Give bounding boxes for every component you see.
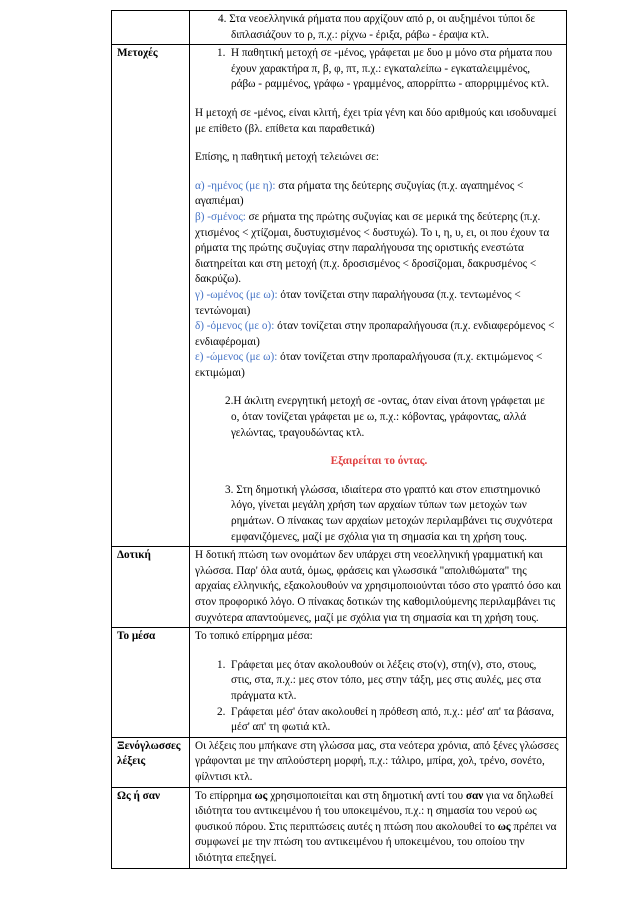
- row-label: Μετοχές: [112, 45, 190, 547]
- list-item-1: [195, 658, 563, 705]
- table-row: [112, 737, 567, 787]
- list-number: 2.: [217, 705, 226, 718]
- list-number: 1.: [217, 47, 226, 60]
- table-row: [112, 628, 567, 738]
- table-row: [112, 11, 567, 45]
- paragraph: Η μετοχή σε -μένος, είναι κλιτή, έχει τρία γένη και δύο αριθμούς και ισοδυναμεί με επίθετο (βλ. επίθετα και παραθετικά): [195, 106, 557, 135]
- row-label: Δοτική: [112, 547, 190, 628]
- ending-e: [195, 350, 563, 381]
- bold-term: ως: [497, 820, 511, 833]
- ending-c: [195, 288, 563, 319]
- list-text: Η παθητική μετοχή σε -μένος, γράφεται με δυο μ μόνο στα ρήματα που έχουν χαρακτήρα π, β, φ, πτ, π.χ.: εγκαταλείπω - εγκαταλειμμένος, ράβω - ραμμένος, γράφω - γραμμένος, απορρίπτω - απορριμμένος κτλ.: [231, 47, 553, 91]
- list-item-2: 2.Η άκλιτη ενεργητική μετοχή σε -οντας, όταν είναι άτονη γράφεται με ο, όταν τονίζεται γράφεται με ω, π.χ.: κόβοντας, γράφοντας, αλλά γελώντας, τραγουδώντας κτλ.: [225, 395, 545, 439]
- list-item-3: 3. Στη δημοτική γλώσσα, ιδιαίτερα στο γραπτό και στον επιστημονικό λόγο, γίνεται μεγάλη χρήση των αρχαίων τύπων των μετοχών των ρημάτων. Ο πίνακας των αρχαίων μετοχών περιλαμβάνει τις συχνότερα εμφανιζόμενες, μαζί με σχόλια για τη σημασία και τη χρήση τους.: [225, 483, 553, 543]
- list-text: Γράφεται μέσ' όταν ακολουθεί η πρόθεση από, π.χ.: μέσ' απ' τα βάσανα, μέσ' απ' τη φωτιά κτλ.: [231, 705, 555, 734]
- exception-note: Εξαιρείται το όντας.: [330, 455, 428, 468]
- row-label: Ξενόγλωσσες λέξεις: [112, 737, 190, 787]
- row-label: Το μέσα: [112, 628, 190, 738]
- text-segment: για να δηλωθεί ιδιότητα του αντικειμένου ή του υποκειμένου, π.χ.: η σημασία του νερού ως φυσικού πόρου. Στις περιπτώσεις αυτές η πτώση που ακολουθεί το: [195, 789, 554, 833]
- row-label: Ως ή σαν: [112, 787, 190, 868]
- bold-term: ως: [254, 789, 268, 802]
- row-content: [190, 787, 567, 868]
- table-row: [112, 547, 567, 628]
- row-content: [190, 628, 567, 738]
- suffix-text: όταν τονίζεται στην προπαραλήγουσα (π.χ. εκτιμώμενος < εκτιμώμαι): [195, 351, 543, 379]
- text-segment: χρησιμοποιείται και στη δημοτική αντί του: [267, 789, 466, 802]
- text-segment: Το επίρρημα: [195, 789, 255, 802]
- ending-a: [195, 179, 563, 210]
- paragraph: Η δοτική πτώση των ονομάτων δεν υπάρχει στη νεοελληνική γραμματική και γλώσσα. Παρ' όλα αυτά, όμως, φράσεις και γλωσσικά "απολιθώματα" της αρχαίας ελληνικής, εξακολουθούν να χρησιμοποιούνται τόσο στο γραπτό όσο και στον προφορικό λόγο. Ο πίνακας δοτικών της καθομιλούμενης περιλαμβάνει τις συχνότερα απαντούμενες, μαζί με σχόλια για τη σημασία και τη χρήση τους.: [195, 549, 562, 624]
- suffix-label: α) -ημένος (με η):: [195, 179, 276, 192]
- row-content: [190, 11, 567, 45]
- table-row: [112, 45, 567, 547]
- suffix-text: όταν τονίζεται στην προπαραλήγουσα (π.χ. ενδιαφερόμενος < ενδιαφέρομαι): [195, 320, 555, 348]
- suffix-text: όταν τονίζεται στην παραλήγουσα (π.χ. τεντωμένος < τεντώνομαι): [195, 288, 521, 317]
- row-content: [190, 45, 567, 547]
- table-row: [112, 787, 567, 868]
- list-number: 1.: [217, 658, 226, 671]
- paragraph: Το τοπικό επίρρημα μέσα:: [195, 630, 313, 643]
- list-item-2: [195, 705, 563, 736]
- suffix-label: β) -σμένος:: [195, 210, 246, 223]
- list-text: Γράφεται μες όταν ακολουθούν οι λέξεις στο(ν), στη(ν), στο, στους, στις, στα, π.χ.: μες στον τόπο, μες στην τάξη, μες στις αυλές, μες στα πράγματα κτλ.: [231, 658, 541, 702]
- row-content: [190, 737, 567, 787]
- text-segment: πρέπει να συμφωνεί με την πτώση του αντικειμένου ή υποκειμένου, του οποίου την ιδιότητα επεξηγεί.: [195, 820, 557, 864]
- paragraph: Επίσης, η παθητική μετοχή τελειώνει σε:: [195, 151, 380, 164]
- ending-b: [195, 210, 563, 288]
- row-label-empty: [112, 11, 190, 45]
- row-content: [190, 547, 567, 628]
- suffix-label: δ) -όμενος (με ο):: [195, 320, 275, 333]
- list-item-1: [195, 46, 563, 93]
- paragraph: Οι λέξεις που μπήκανε στη γλώσσα μας, στα νεότερα χρόνια, από ξένες γλώσσες γράφονται με την απλούστερη μορφή, π.χ.: τάλιρο, μπίρα, χολ, τρένο, σονέτο, φίλντισι κτλ.: [195, 739, 559, 783]
- suffix-label: ε) -ώμενος (με ω):: [195, 351, 278, 364]
- suffix-text: στα ρήματα της δεύτερης συζυγίας (π.χ. αγαπημένος < αγαπιέμαι): [195, 179, 524, 208]
- list-item-4: 4. Στα νεοελληνικά ρήματα που αρχίζουν από ρ, οι αυξημένοι τύποι δε διπλασιάζουν το ρ, π.χ.: ρίχνω - έριξα, ράβω - έραψα κτλ.: [218, 13, 536, 41]
- suffix-text: σε ρήματα της πρώτης συζυγίας και σε μερικά της δεύτερης (π.χ. χτισμένος < χτίζομαι, δυστυχισμένος < δυστυχώ). Το ι, η, υ, ει, οι που έχουν τα ρήματα της πρώτης συζυγίας στην παραλήγουσα της οριστικής ενεστώτα διατηρείται και στη μετοχή (π.χ. δροσισμένος < δροσίζομαι, δακρυσμένος < δακρύζω).: [195, 210, 550, 286]
- ending-d: [195, 319, 563, 350]
- paragraph: [195, 789, 563, 867]
- grammar-table: [111, 10, 567, 869]
- suffix-label: γ) -ωμένος (με ω):: [195, 288, 278, 301]
- bold-term: σαν: [465, 789, 484, 802]
